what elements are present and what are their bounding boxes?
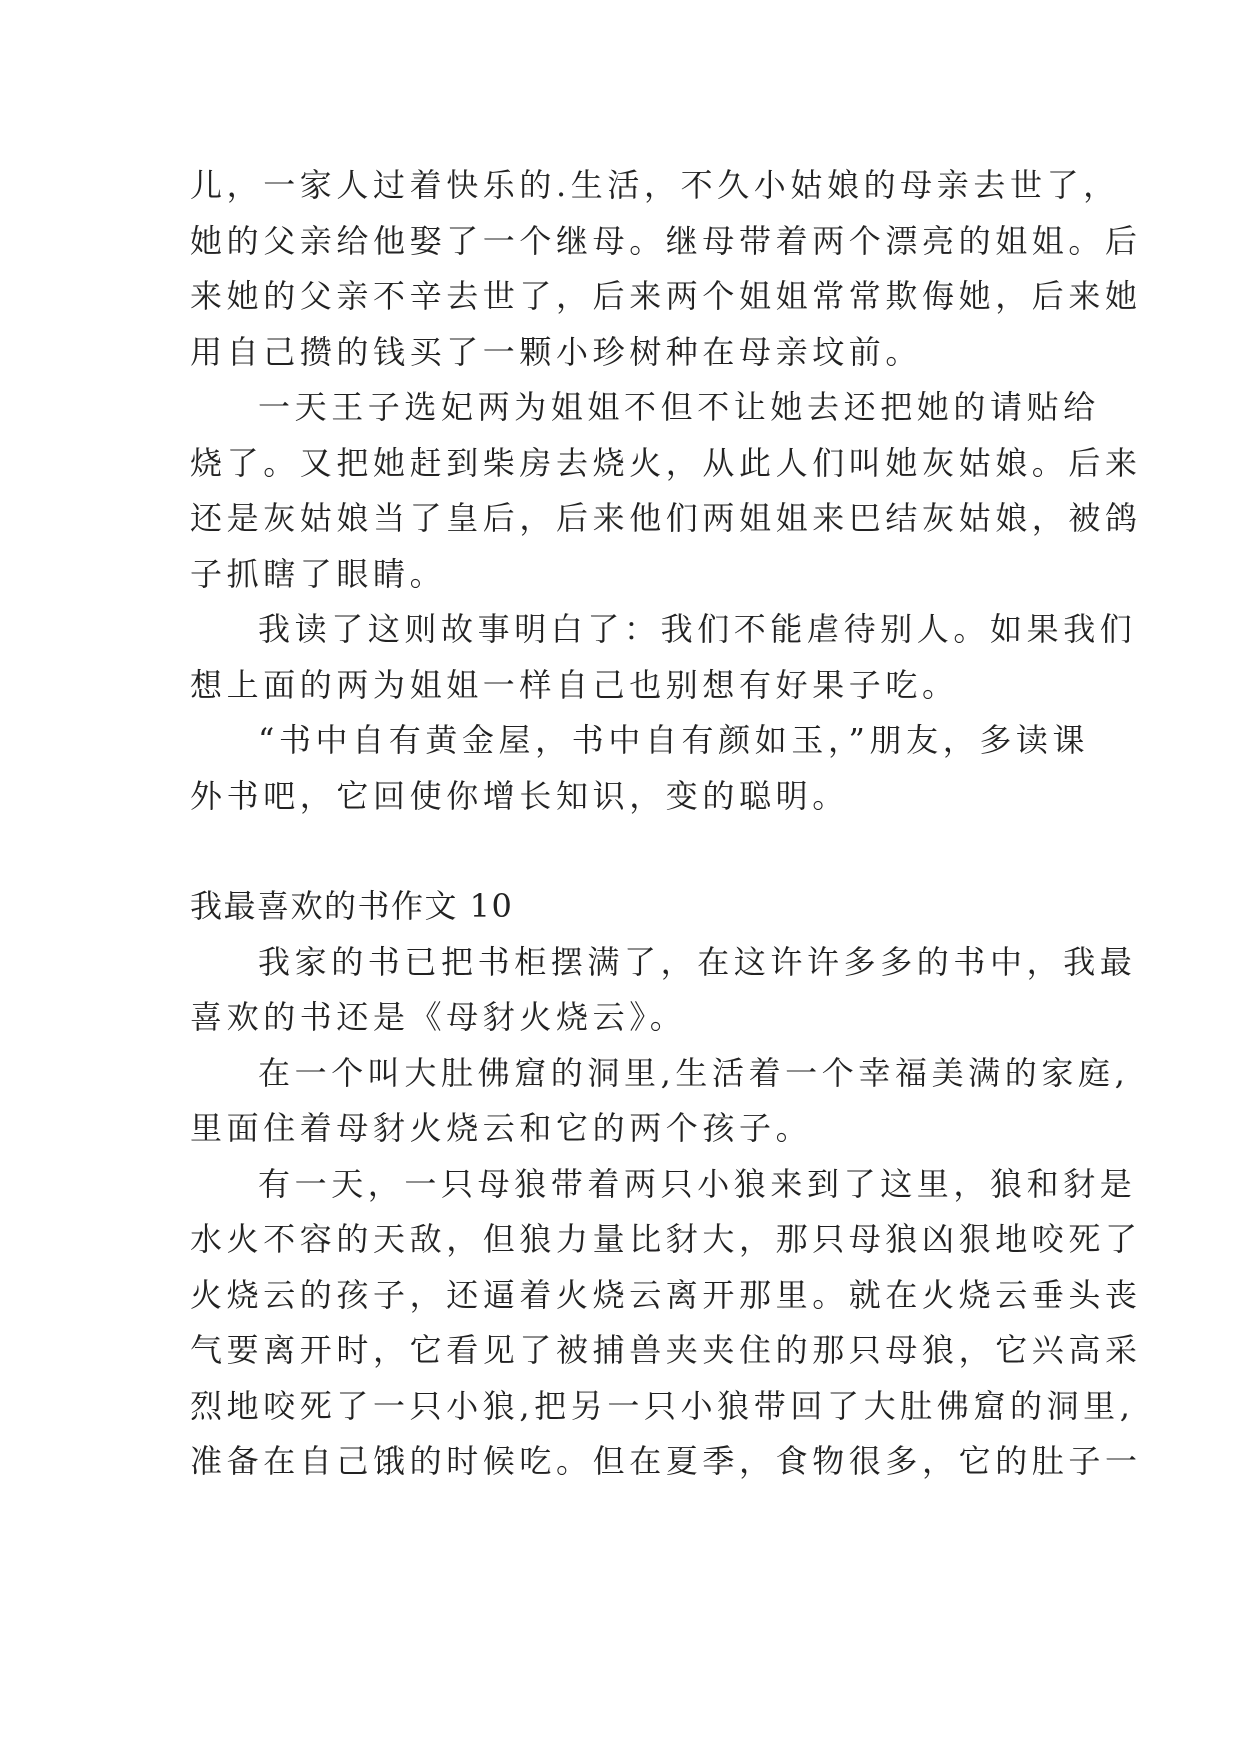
document-body xyxy=(190,158,1142,1490)
text-line: 来她的父亲不辛去世了，后来两个姐姐常常欺侮她，后来她 xyxy=(190,277,1142,315)
paragraph xyxy=(190,713,1090,824)
paragraph xyxy=(190,602,1137,713)
text-line: 用自己攒的钱买了一颗小珍树种在母亲坟前。 xyxy=(190,332,923,371)
text-line: 外书吧，它回使你增长知识，变的聪明。 xyxy=(190,776,849,815)
text-line: 里面住着母豺火烧云和它的两个孩子。 xyxy=(190,1109,813,1147)
text-line: 烈地咬死了一只小狼,把另一只小狼带回了大肚佛窟的洞里, xyxy=(190,1386,1135,1425)
text-line: 我家的书已把书柜摆满了，在这许许多多的书中，我最 xyxy=(258,942,1137,981)
text-line: 想上面的两为姐姐一样自己也别想有好果子吃。 xyxy=(190,665,959,704)
paragraph xyxy=(190,380,1142,602)
text-line: 有一天，一只母狼带着两只小狼来到了这里，狼和豺是 xyxy=(258,1164,1137,1203)
text-line: “书中自有黄金屋，书中自有颜如玉，”朋友，多读课 xyxy=(258,721,1090,759)
text-line: 烧了。又把她赶到柴房去烧火，从此人们叫她灰姑娘。后来 xyxy=(190,443,1142,482)
text-line: 一天王子选妃两为姐姐不但不让她去还把她的请贴给 xyxy=(258,388,1100,426)
text-line: 我读了这则故事明白了：我们不能虐待别人。如果我们 xyxy=(258,610,1137,648)
text-line: 准备在自己饿的时候吃。但在夏季，食物很多，它的肚子一 xyxy=(190,1442,1142,1480)
paragraph xyxy=(190,935,1137,1046)
paragraph xyxy=(190,1046,1130,1157)
text-line: 她的父亲给他娶了一个继母。继母带着两个漂亮的姐姐。后 xyxy=(190,221,1142,260)
text-line: 火烧云的孩子，还逼着火烧云离开那里。就在火烧云垂头丧 xyxy=(190,1275,1142,1314)
text-line: 水火不容的天敌，但狼力量比豺大，那只母狼凶狠地咬死了 xyxy=(190,1220,1142,1258)
text-line: 子抓瞎了眼睛。 xyxy=(190,554,447,593)
text-line: 还是灰姑娘当了皇后，后来他们两姐姐来巴结灰姑娘，被鸽 xyxy=(190,499,1142,537)
text-line: 气要离开时，它看见了被捕兽夹夹住的那只母狼，它兴高采 xyxy=(190,1331,1142,1369)
text-line: 喜欢的书还是《母豺火烧云》。 xyxy=(190,998,687,1036)
text-line: 儿，一家人过着快乐的.生活，不久小姑娘的母亲去世了， xyxy=(190,166,1120,204)
heading-text: 我最喜欢的书作文 10 xyxy=(190,887,514,925)
paragraph xyxy=(190,158,1142,380)
section-heading xyxy=(190,879,1052,935)
paragraph xyxy=(190,1157,1142,1490)
text-line: 在一个叫大肚佛窟的洞里,生活着一个幸福美满的家庭, xyxy=(258,1053,1130,1092)
